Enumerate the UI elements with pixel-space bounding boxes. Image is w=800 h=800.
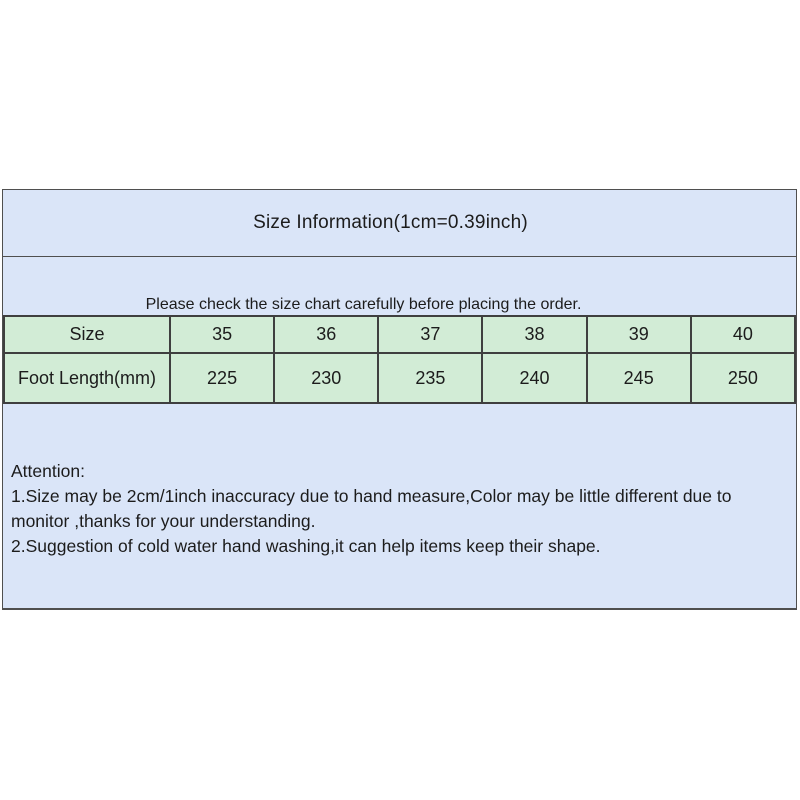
foot-length-row-header: Foot Length(mm) — [4, 353, 170, 403]
foot-length-value-cell: 235 — [378, 353, 482, 403]
size-row-header: Size — [4, 316, 170, 353]
table-row-sizes — [4, 316, 795, 353]
size-value-cell: 40 — [691, 316, 795, 353]
foot-length-value-cell: 250 — [691, 353, 795, 403]
foot-length-value-cell: 240 — [482, 353, 586, 403]
size-chart-panel — [2, 189, 797, 610]
attention-heading: Attention: — [11, 461, 85, 481]
page-title: Size Information(1cm=0.39inch) — [253, 212, 528, 233]
subtitle-row — [3, 257, 796, 315]
size-value-cell: 38 — [482, 316, 586, 353]
foot-length-value-cell: 245 — [587, 353, 691, 403]
size-value-cell: 35 — [170, 316, 274, 353]
subtitle-note: Please check the size chart carefully before placing the order. — [145, 296, 582, 313]
size-value-cell: 36 — [274, 316, 378, 353]
table-row-foot-length — [4, 353, 795, 403]
attention-line-2: 2.Suggestion of cold water hand washing,it can help items keep their shape. — [11, 536, 601, 556]
size-table — [3, 315, 796, 404]
title-row — [3, 190, 796, 257]
attention-line-1: 1.Size may be 2cm/1inch inaccuracy due to hand measure,Color may be little different due to monitor ,thanks for your understanding. — [11, 486, 732, 531]
foot-length-value-cell: 230 — [274, 353, 378, 403]
size-value-cell: 39 — [587, 316, 691, 353]
foot-length-value-cell: 225 — [170, 353, 274, 403]
attention-section — [3, 404, 796, 608]
size-value-cell: 37 — [378, 316, 482, 353]
